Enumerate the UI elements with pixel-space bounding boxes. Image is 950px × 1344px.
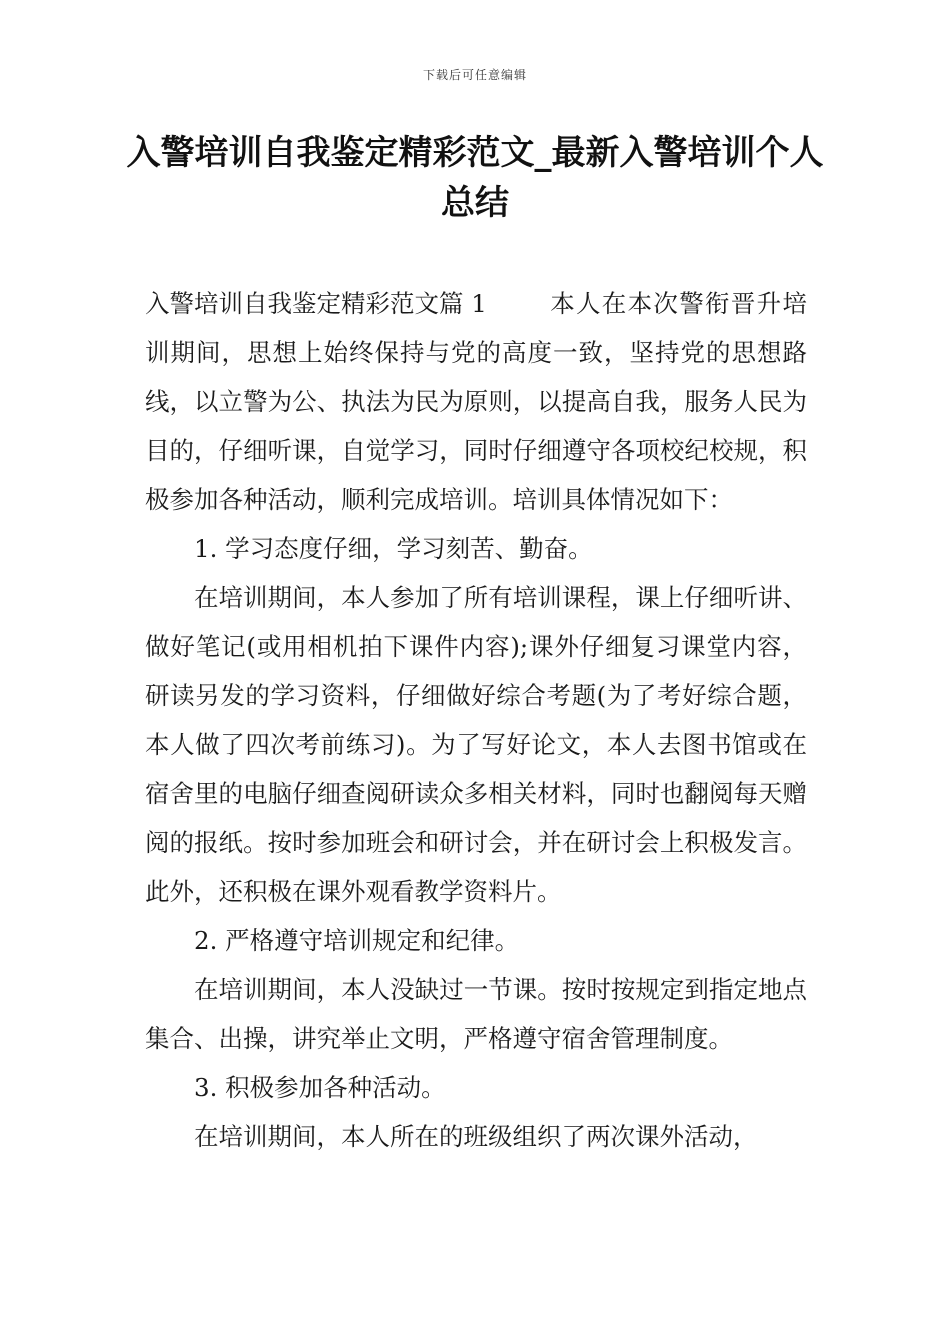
intro-text: 本人在本次警衔晋升培训期间，思想上始终保持与党的高度一致，坚持党的思想路线，以立警为公、执法为民为原则，以提高自我，服务人民为目的，仔细听课，自觉学习，同时仔细遵守各项校纪校规，积极参加各种活动，顺利完成培训。培训具体情况如下：: [145, 289, 807, 514]
item-2-paragraph: 在培训期间，本人没缺过一节课。按时按规定到指定地点集合、出操，讲究举止文明，严格遵守宿舍管理制度。: [145, 975, 807, 1053]
intro-paragraph: [145, 279, 807, 524]
item-2-heading: 2. 严格遵守培训规定和纪律。: [194, 926, 520, 955]
item-1-heading: 1. 学习态度仔细，学习刻苦、勤奋。: [194, 534, 593, 563]
item-3-paragraph: 在培训期间，本人所在的班级组织了两次课外活动，: [194, 1122, 758, 1151]
document-body: [145, 279, 807, 1161]
section-heading: 入警培训自我鉴定精彩范文篇 1: [145, 289, 487, 318]
header-note: 下载后可任意编辑: [422, 68, 527, 82]
item-1-paragraph: 在培训期间，本人参加了所有培训课程，课上仔细听讲、做好笔记(或用相机拍下课件内容);课外仔细复习课堂内容，研读另发的学习资料，仔细做好综合考题(为了考好综合题，本人做了四次考前练习)。为了写好论文，本人去图书馆或在宿舍里的电脑仔细查阅研读众多相关材料，同时也翻阅每天赠阅的报纸。按时参加班会和研讨会，并在研讨会上积极发言。此外，还积极在课外观看教学资料片。: [145, 583, 807, 906]
item-3-heading: 3. 积极参加各种活动。: [194, 1073, 446, 1102]
document-title: 入警培训自我鉴定精彩范文_最新入警培训个人总结: [126, 133, 824, 223]
